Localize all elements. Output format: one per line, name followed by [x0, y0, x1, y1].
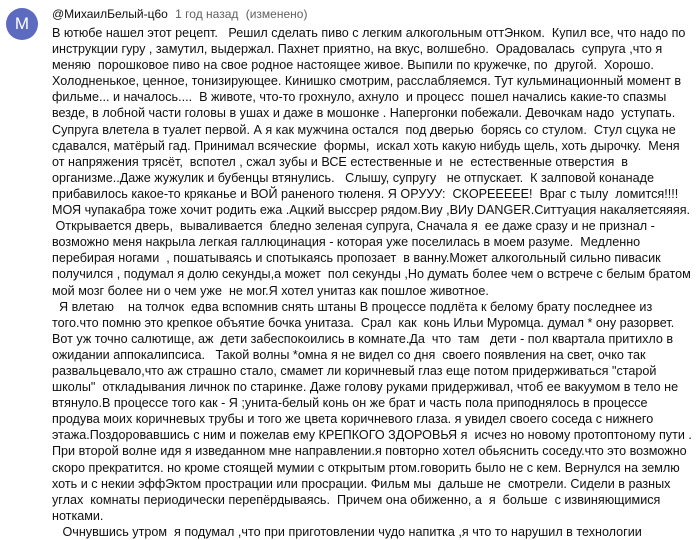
author-name[interactable]: @МихаилБелый-ц6о [52, 7, 168, 21]
comment-body [52, 6, 696, 540]
edited-label: (изменено) [245, 7, 308, 21]
comment-time[interactable]: 1 год назад [175, 7, 239, 21]
comment-header [52, 6, 696, 22]
comment-text: В ютюбе нашел этот рецепт. Решил сделать пиво с легким алкогольным оттЭнком. Купил все, что надо по инструкции гуру , замутил, выдержал. Пахнет приятно, на вкус, волшебно. Орадовалась супруга ,что я меняю порошковое пиво на свое родное настоящее живое. Выпили по кружечке, по другой. Хорошо. Холодненькое, ценное, тонизирующее. Кинишко смотрим, расслабляемся. Тут кульминационный момент в фильме... и началось.... В животе, что-то грохнуло, ахнуло и процесс пошел начались какие-то спазмы везде, в лобной части головы в ушах и даже в мошонке . Напергонки побежали. Девочкам надо уступать. Супруга влетела в туалет первой. А я как мужчина остался под дверью борясь со стулом. Стул сцука не сдавался, матёрый гад. Принимал всяческие формы, искал хоть какую нибудь щель, хоть дырочку. Меня от напряжения трясёт, вспотел , сжал зубы и ВСЕ естественные и не естественные отверстия в организме..Даже жужулик и бубенцы втянулись. Слышу, супругу не отпускает. К залповой конанаде прибавилось какое-то кряканье и ВОЙ раненого тюленя. Я ОРУУУ: СКОРЕЕЕЕЕ! Враг с тылу ломится!!!! МОЯ чупакабра тоже хочит родить ежа .Ацкий выссрер рядом.Виу ,ВИу DANGER.Ситтуация накаляетсяяяя. Открывается дверь, вываливается бледно зеленая супруга, Сначала я ее даже сразу и не признал - возможно меня накрыла легкая галлюцинация - которая уже поселилась в моем разуме. Медленно перебирая ногами , пошатываясь и спотыкаясь пропозает в ванну.Может алкогольный сильно пивасик получился , подумал я долю секунды,а может пол секунды ,Но думать более чем о встрече с белым братом мой мозг более ни о чем уже не мог.Я хотел унитаз как пошлое животное. Я влетаю на толчок едва вспомнив снять штаны В процессе подлёта к белому брату последнее из того.что помню это крепкое объятие бочка унитаза. Срал как конь Ильи Муромца. думал * ону разорвет. Вот уж точно салютище, аж дети забеспокоились в комнате.Да что там дети - пол квартала притихло в ожидании аппокалипсиса. Такой волны *омна я не видел со дня своего появления на свет, очко так развальцевало,что аж страшно стало, смамет ли коричневый глаз еще потом придерживаться "старой школы" откладывания личнок по старинке. Даже голову руками придерживал, чтоб ее вакуумом в тело не втянуло.В процессе того как - Я ;унита-белый конь он же брат и часть пола приподнялось в процессе продува моих коричневых трубы и того же цвета коричневого глаза. я увидел своего соседа с нижнего этажа.Поздоровавшись с ним и пожелав ему КРЕПКОГО ЗДОРОВЬЯ я исчез но новому протоптоному пути . При второй волне идя я изведанном мне направлении.я повторно хотел обьяснить соседу.что это возможно скоро прекратится. но кроме стоящей мумии с открытым ртом.говорить было не с кем. Вернулся на землю хоть и с некии эффЭктом прострации или просрации. Фильм мы дальше не смотрели. Сидели в разных углах комнаты периодически перепёрдываясь. Причем она обиженно, а я больше с извиняющимися нотками. Очнувшись утром я подумал ,что при приготовлении чудо напитка ,я что то нарушил в технологии [52, 26, 692, 539]
avatar[interactable]: M [6, 8, 38, 40]
